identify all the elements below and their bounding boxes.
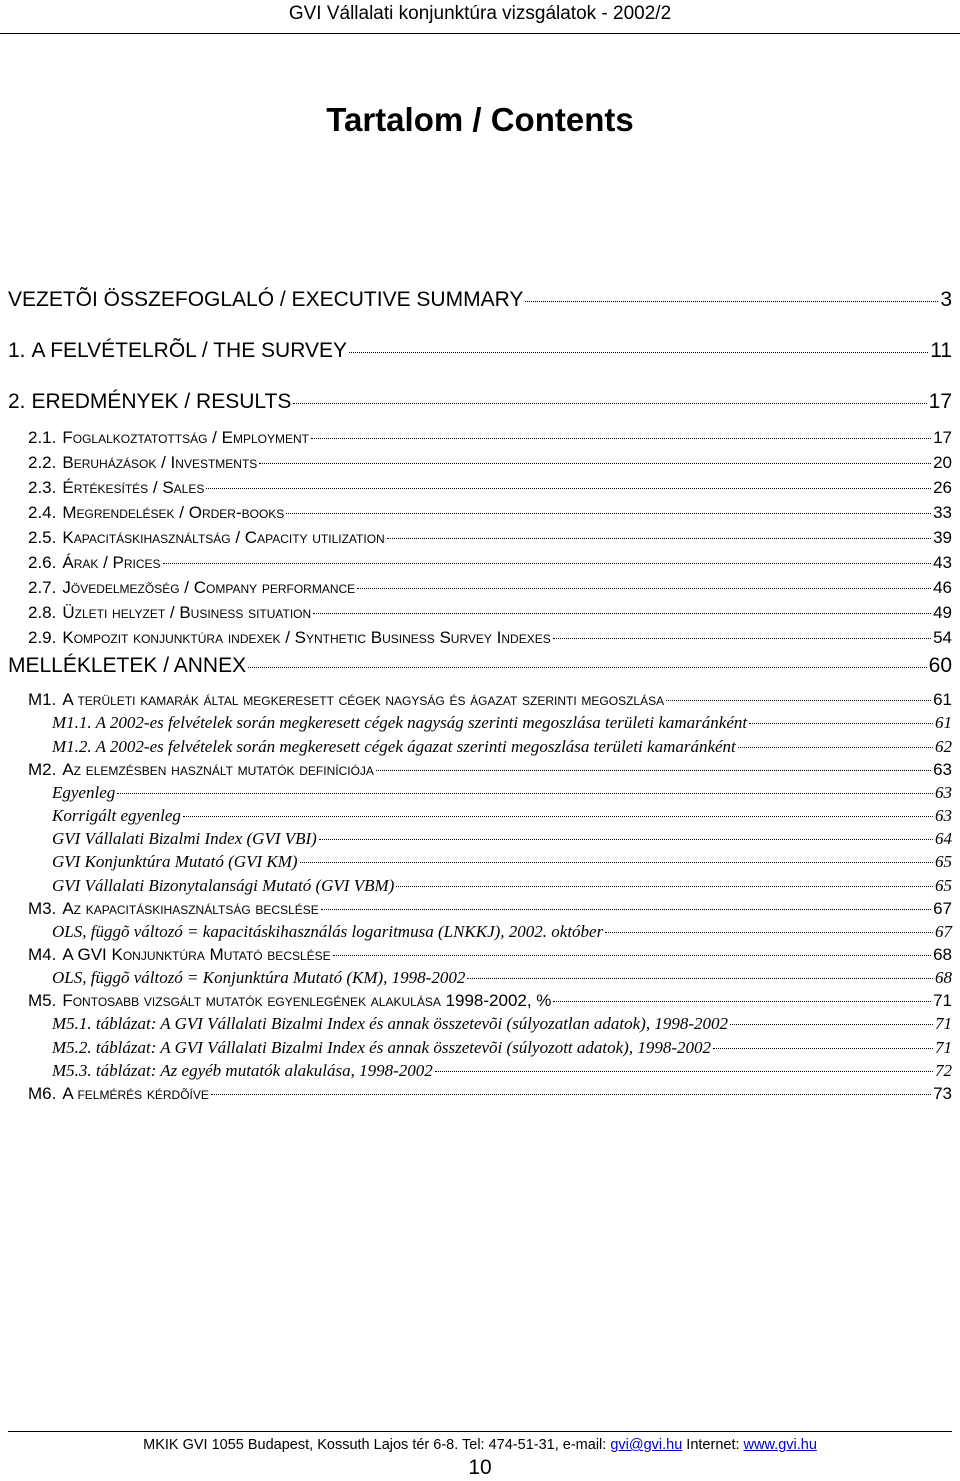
toc-entry[interactable] — [52, 968, 952, 988]
toc-entry-label — [52, 737, 736, 757]
toc-entry-page: 67 — [933, 899, 952, 918]
toc-entry-text: MELLÉKLETEK / ANNEX — [8, 654, 247, 677]
toc-entry[interactable] — [52, 876, 952, 896]
toc-entry-page: 33 — [933, 503, 952, 522]
toc-entry[interactable] — [52, 783, 952, 803]
page-number: 10 — [468, 1456, 492, 1479]
toc-entry-label — [28, 578, 355, 598]
toc-dot-leader — [666, 700, 931, 701]
toc-entry-label — [28, 899, 319, 919]
toc-dot-leader — [300, 862, 933, 863]
toc-entry-label — [28, 945, 331, 965]
toc-entry[interactable] — [52, 922, 952, 942]
toc-entry-label — [52, 1061, 433, 1081]
toc-entry-label — [52, 783, 115, 803]
toc-entry-text: Egyenleg — [52, 783, 116, 802]
toc-entry-label — [8, 339, 347, 363]
toc-entry-label — [52, 829, 317, 849]
toc-entry-number: 2.6. — [28, 553, 57, 572]
toc-dot-leader — [248, 667, 927, 668]
toc-entry-text: Az kapacitáskihasználtság becslése — [62, 899, 319, 918]
toc-entry-text: Árak / Prices — [62, 553, 161, 572]
toc-entry-number: 2.7. — [28, 578, 57, 597]
toc-entry-page: 39 — [933, 528, 952, 547]
toc-entry[interactable] — [8, 654, 952, 678]
toc-entry-label — [8, 288, 523, 312]
toc-entry-page: 72 — [935, 1061, 952, 1080]
toc-entry-text: Kapacitáskihasználtság / Capacity utilization — [62, 528, 385, 547]
toc-dot-leader — [286, 513, 931, 514]
toc-dot-leader — [435, 1071, 933, 1072]
toc-entry-number: 2.2. — [28, 453, 57, 472]
toc-entry-label — [28, 528, 385, 548]
toc-dot-leader — [396, 886, 933, 887]
toc-entry-label — [52, 876, 394, 896]
toc-entry-page: 49 — [933, 603, 952, 622]
toc-dot-leader — [211, 1094, 931, 1095]
toc-entry-page: 61 — [933, 690, 952, 709]
toc-entry[interactable] — [28, 578, 952, 598]
toc-entry-page: 62 — [935, 737, 952, 756]
toc-entry-page: 61 — [935, 713, 952, 732]
toc-entry-text: Az elemzésben használt mutatók definíciója — [62, 760, 374, 779]
toc-entry-page: 71 — [935, 1014, 952, 1033]
toc-entry-text: GVI Vállalati Bizonytalansági Mutató (GVI VBM) — [52, 876, 395, 895]
toc-entry[interactable] — [52, 1014, 952, 1034]
toc-entry[interactable] — [52, 713, 952, 733]
toc-entry-text: M5.1. táblázat: A GVI Vállalati Bizalmi Index és annak összetevõi (súlyozatlan adatok), 1998-2002 — [52, 1014, 728, 1033]
toc-entry-label — [28, 478, 204, 498]
toc-dot-leader — [259, 463, 931, 464]
toc-entry-number: 2.4. — [28, 503, 57, 522]
toc-entry-text: Értékesítés / Sales — [62, 478, 205, 497]
toc-dot-leader — [349, 352, 928, 353]
toc-entry[interactable] — [28, 690, 952, 710]
toc-dot-leader — [319, 839, 933, 840]
toc-entry-number: 2.8. — [28, 603, 57, 622]
toc-entry-label — [52, 806, 181, 826]
toc-dot-leader — [730, 1024, 933, 1025]
footer-website-link[interactable]: www.gvi.hu — [743, 1437, 817, 1453]
toc-entry[interactable] — [8, 288, 952, 312]
toc-entry-number: M1. — [28, 690, 57, 709]
toc-entry[interactable] — [52, 737, 952, 757]
toc-dot-leader — [311, 438, 931, 439]
toc-entry-text: GVI Vállalati Bizalmi Index (GVI VBI) — [52, 829, 317, 848]
toc-entry-label — [28, 690, 664, 710]
toc-entry[interactable] — [52, 852, 952, 872]
toc-entry-text: A FELVÉTELRÕL / THE SURVEY — [31, 339, 348, 362]
toc-entry-page: 17 — [933, 428, 952, 447]
running-header: GVI Vállalati konjunktúra vizsgálatok - 2002/2 — [0, 0, 960, 34]
toc-entry-text: Megrendelések / Order-books — [62, 503, 285, 522]
toc-dot-leader — [313, 613, 931, 614]
toc-entry-text: Korrigált egyenleg — [52, 806, 181, 825]
toc-entry[interactable] — [28, 553, 952, 573]
toc-entry-label — [8, 654, 246, 678]
page-title: Tartalom / Contents — [326, 101, 634, 138]
toc-entry[interactable] — [52, 1061, 952, 1081]
toc-entry-text: M1.2. A 2002-es felvételek során megkeresett cégek ágazat szerinti megoszlása területi kamaránként — [52, 737, 736, 756]
footer — [0, 1435, 960, 1455]
toc-dot-leader — [333, 955, 931, 956]
toc-entry-number: 2.1. — [28, 428, 57, 447]
toc-entry-page: 73 — [933, 1084, 952, 1103]
toc-entry-page: 65 — [935, 852, 952, 871]
toc-entry-label — [28, 453, 257, 473]
toc-entry-page: 63 — [933, 760, 952, 779]
footer-rule — [8, 1431, 952, 1432]
toc-entry-number: M6. — [28, 1084, 57, 1103]
toc-entry-number: 2.9. — [28, 628, 57, 647]
toc-entry[interactable] — [52, 806, 952, 826]
toc-entry-page: 11 — [930, 339, 952, 362]
toc-entry-page: 43 — [933, 553, 952, 572]
toc-dot-leader — [206, 488, 931, 489]
toc-entry[interactable] — [52, 1038, 952, 1058]
toc-entry[interactable] — [28, 528, 952, 548]
toc-entry-number: 1. — [8, 339, 26, 362]
toc-entry-label — [28, 428, 309, 448]
toc-entry-page: 17 — [928, 390, 952, 413]
toc-entry[interactable] — [28, 428, 952, 448]
toc-entry-page: 67 — [935, 922, 952, 941]
toc-dot-leader — [357, 588, 931, 589]
toc-entry-page: 26 — [933, 478, 952, 497]
toc-dot-leader — [293, 403, 926, 404]
toc-entry[interactable] — [28, 760, 952, 780]
toc-entry-text: A felmérés kérdõíve — [62, 1084, 209, 1103]
toc-entry-label — [52, 852, 298, 872]
toc-entry-text: Üzleti helyzet / Business situation — [62, 603, 312, 622]
toc-dot-leader — [321, 909, 931, 910]
toc-entry-text: Jövedelmezõség / Company performance — [62, 578, 356, 597]
toc-dot-leader — [553, 1001, 931, 1002]
toc-entry[interactable] — [28, 991, 952, 1011]
toc-dot-leader — [738, 747, 933, 748]
toc-dot-leader — [183, 816, 933, 817]
toc-entry-text: EREDMÉNYEK / RESULTS — [31, 390, 292, 413]
toc-dot-leader — [387, 538, 931, 539]
toc-entry[interactable] — [28, 899, 952, 919]
toc-entry-label — [52, 1014, 728, 1034]
toc-entry-text: M5.2. táblázat: A GVI Vállalati Bizalmi Index és annak összetevõi (súlyozott adatok), 1998-2002 — [52, 1038, 711, 1057]
toc-entry-page: 54 — [933, 628, 952, 647]
toc-entry-number: M3. — [28, 899, 57, 918]
toc-entry-number: 2.5. — [28, 528, 57, 547]
toc-entry-text: OLS, függõ változó = Konjunktúra Mutató (KM), 1998-2002 — [52, 968, 466, 987]
toc-dot-leader — [713, 1048, 933, 1049]
toc-entry[interactable] — [28, 503, 952, 523]
toc-entry-page: 65 — [935, 876, 952, 895]
toc-entry-label — [28, 553, 161, 573]
toc-dot-leader — [163, 563, 932, 564]
toc-entry[interactable] — [28, 628, 952, 648]
footer-address: MKIK GVI 1055 Budapest, Kossuth Lajos tér 6-8. Tel: 474-51-31, e-mail: — [143, 1437, 611, 1453]
toc-entry-label — [52, 1038, 711, 1058]
toc-entry-text: M5.3. táblázat: Az egyéb mutatók alakulása, 1998-2002 — [52, 1061, 433, 1080]
toc-dot-leader — [117, 793, 933, 794]
toc-dot-leader — [553, 638, 931, 639]
toc-entry-label — [28, 628, 551, 648]
toc-dot-leader — [376, 770, 931, 771]
toc-entry-label — [8, 390, 291, 414]
toc-entry[interactable] — [8, 339, 952, 363]
toc-entry-number: M2. — [28, 760, 57, 779]
toc-entry-label — [28, 1084, 209, 1104]
toc-entry-text: VEZETÕI ÖSSZEFOGLALÓ / EXECUTIVE SUMMARY — [8, 288, 524, 311]
toc-entry[interactable] — [28, 478, 952, 498]
footer-internet-label: Internet: — [682, 1437, 744, 1453]
toc-entry-text: OLS, függõ változó = kapacitáskihasználás logaritmusa (LNKKJ), 2002. október — [52, 922, 604, 941]
toc-entry-number: M4. — [28, 945, 57, 964]
toc-entry-label — [52, 713, 747, 733]
toc-entry-page: 71 — [933, 991, 952, 1010]
toc-entry-number: 2. — [8, 390, 26, 413]
toc-entry[interactable] — [52, 829, 952, 849]
toc-entry-page: 60 — [928, 654, 952, 677]
toc-entry-text: Kompozit konjunktúra indexek / Synthetic Business Survey Indexes — [62, 628, 551, 647]
toc-entry-text: Fontosabb vizsgált mutatók egyenlegének alakulása 1998-2002, % — [62, 991, 552, 1010]
toc-entry-page: 68 — [933, 945, 952, 964]
toc-entry-page: 71 — [935, 1038, 952, 1057]
toc-entry-label — [28, 503, 284, 523]
toc-dot-leader — [525, 301, 938, 302]
toc-entry-page: 46 — [933, 578, 952, 597]
toc-entry-page: 3 — [940, 288, 952, 311]
toc-entry-page: 63 — [935, 806, 952, 825]
toc-entry-page: 63 — [935, 783, 952, 802]
toc-entry-page: 68 — [935, 968, 952, 987]
footer-email-link[interactable]: gvi@gvi.hu — [610, 1437, 683, 1453]
toc-entry-number: M5. — [28, 991, 57, 1010]
toc-dot-leader — [467, 978, 933, 979]
toc-entry-text: Beruházások / Investments — [62, 453, 258, 472]
toc-entry-label — [52, 922, 603, 942]
toc-entry-page: 64 — [935, 829, 952, 848]
toc-entry[interactable] — [28, 453, 952, 473]
toc-entry-text: GVI Konjunktúra Mutató (GVI KM) — [52, 852, 298, 871]
toc-entry-label — [52, 968, 465, 988]
toc-entry-text: M1.1. A 2002-es felvételek során megkeresett cégek nagyság szerinti megoszlása területi kamaránként — [52, 713, 748, 732]
toc-entry[interactable] — [28, 603, 952, 623]
toc-dot-leader — [605, 932, 933, 933]
toc-entry-text: A GVI Konjunktúra Mutató becslése — [62, 945, 331, 964]
toc-entry-page: 20 — [933, 453, 952, 472]
toc-entry[interactable] — [8, 390, 952, 414]
toc-entry-text: Foglalkoztatottság / Employment — [62, 428, 309, 447]
toc-entry-number: 2.3. — [28, 478, 57, 497]
toc-entry-label — [28, 991, 551, 1011]
toc-dot-leader — [749, 723, 933, 724]
toc-entry-text: A területi kamarák által megkeresett cégek nagyság és ágazat szerinti megoszlása — [62, 690, 665, 709]
toc-entry[interactable] — [28, 945, 952, 965]
toc-entry-label — [28, 603, 311, 623]
toc-entry[interactable] — [28, 1084, 952, 1104]
toc-entry-label — [28, 760, 374, 780]
